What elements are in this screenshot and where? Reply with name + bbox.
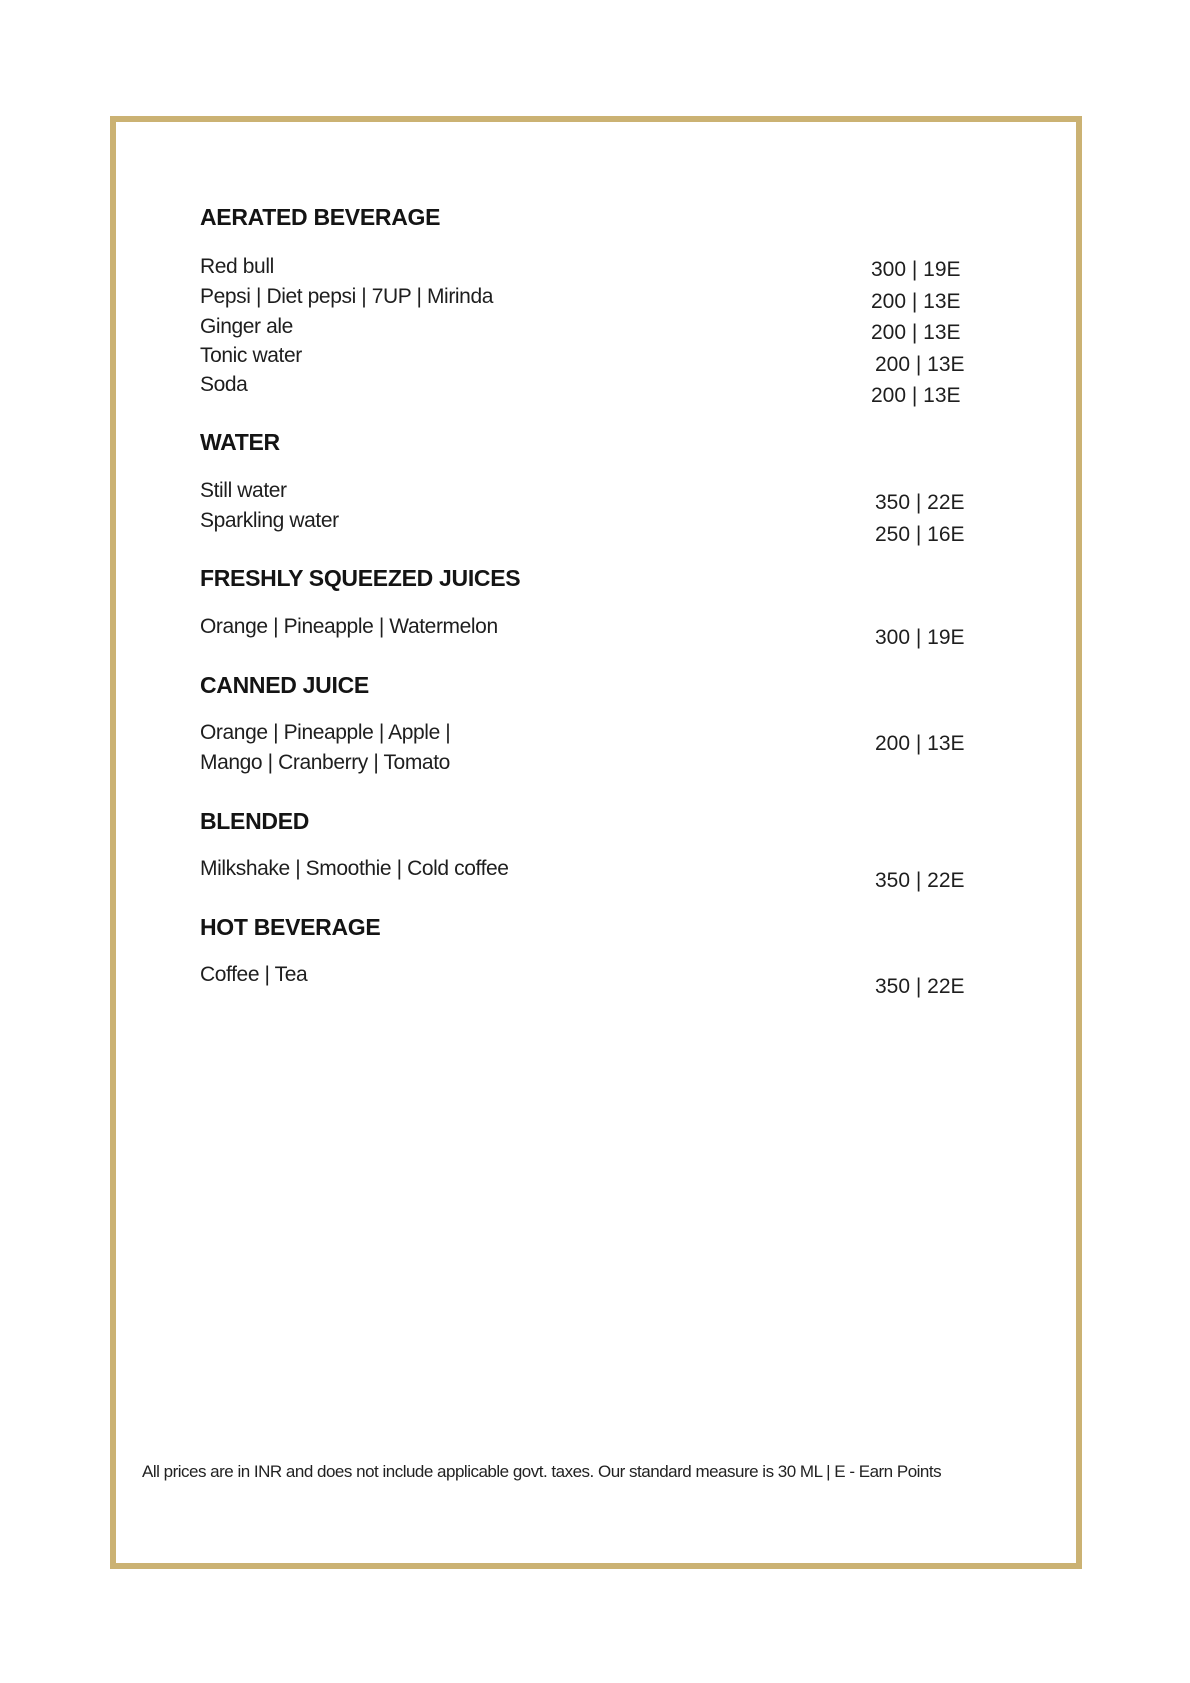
menu-item: Red bull <box>200 255 274 278</box>
menu-item: Tonic water <box>200 344 302 367</box>
section-title: WATER <box>200 429 280 455</box>
menu-price: 300 | 19E <box>871 258 961 281</box>
menu-item: Ginger ale <box>200 315 293 338</box>
section-title: FRESHLY SQUEEZED JUICES <box>200 565 521 591</box>
menu-price: 250 | 16E <box>875 523 965 546</box>
menu-item: Mango | Cranberry | Tomato <box>200 751 450 774</box>
menu-item: Pepsi | Diet pepsi | 7UP | Mirinda <box>200 285 494 308</box>
menu-item: Sparkling water <box>200 509 339 532</box>
menu-price: 200 | 13E <box>871 290 961 313</box>
menu-price: 200 | 13E <box>871 321 961 344</box>
section-title: HOT BEVERAGE <box>200 914 381 940</box>
section-title: AERATED BEVERAGE <box>200 204 441 230</box>
menu-item: Soda <box>200 373 248 396</box>
menu-price: 350 | 22E <box>875 869 965 892</box>
menu-item: Still water <box>200 479 287 502</box>
menu-item: Orange | Pineapple | Watermelon <box>200 615 498 638</box>
menu-item: Milkshake | Smoothie | Cold coffee <box>200 857 509 880</box>
menu-price: 350 | 22E <box>875 975 965 998</box>
menu-price: 200 | 13E <box>875 353 965 376</box>
menu-price: 200 | 13E <box>871 384 961 407</box>
menu-price: 350 | 22E <box>875 491 965 514</box>
menu-price: 300 | 19E <box>875 626 965 649</box>
section-title: CANNED JUICE <box>200 672 369 698</box>
section-title: BLENDED <box>200 808 310 834</box>
menu-item: Orange | Pineapple | Apple | <box>200 721 451 744</box>
footer-price-note: All prices are in INR and does not include applicable govt. taxes. Our standard measure is 30 ML | E - Earn Points <box>142 1462 942 1481</box>
menu-price: 200 | 13E <box>875 732 965 755</box>
menu-item: Coffee | Tea <box>200 963 308 986</box>
